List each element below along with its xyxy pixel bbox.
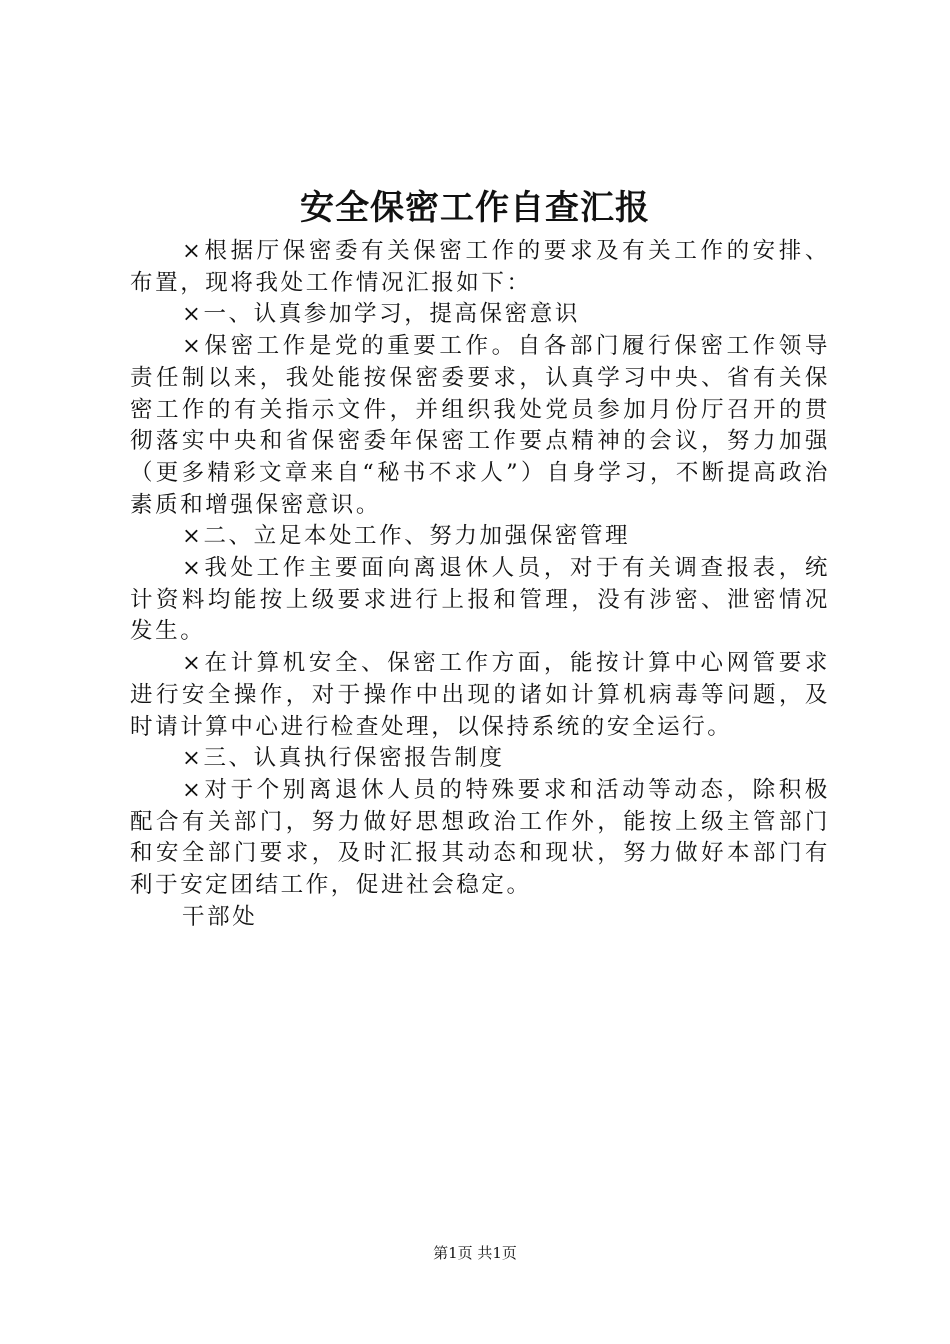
paragraph-section-3: ×对于个别离退休人员的特殊要求和活动等动态，除积极配合有关部门，努力做好思想政治工作外，能按上级主管部门和安全部门要求，及时汇报其动态和现状，努力做好本部门有利于安定团结工作，促进社会稳定。 <box>130 776 830 899</box>
paragraph-section-2a: ×我处工作主要面向离退休人员，对于有关调查报表，统计资料均能按上级要求进行上报和管理，没有涉密、泄密情况发生。 <box>130 555 830 645</box>
paragraph-intro: ×根据厅保密委有关保密工作的要求及有关工作的安排、布置，现将我处工作情况汇报如下： <box>130 238 830 296</box>
document-body <box>130 236 830 933</box>
signature-department: 干部处 <box>182 903 258 930</box>
section-heading-2: ×二、立足本处工作、努力加强保密管理 <box>182 523 631 550</box>
page-footer: 第1页 共1页 <box>433 1244 517 1262</box>
paragraph-section-1: ×保密工作是党的重要工作。自各部门履行保密工作领导责任制以来，我处能按保密委要求，认真学习中央、省有关保密工作的有关指示文件，并组织我处党员参加月份厅召开的贯彻落实中央和省保密委年保密工作要点精神的会议，努力加强（更多精彩文章来自“秘书不求人”）自身学习，不断提高政治素质和增强保密意识。 <box>130 333 830 518</box>
section-heading-3: ×三、认真执行保密报告制度 <box>182 745 505 772</box>
section-heading-1: ×一、认真参加学习，提高保密意识 <box>182 301 580 328</box>
document-title: 安全保密工作自查汇报 <box>300 188 650 228</box>
paragraph-section-2b: ×在计算机安全、保密工作方面，能按计算中心网管要求进行安全操作，对于操作中出现的诸如计算机病毒等问题，及时请计算中心进行检查处理，以保持系统的安全运行。 <box>130 650 830 740</box>
